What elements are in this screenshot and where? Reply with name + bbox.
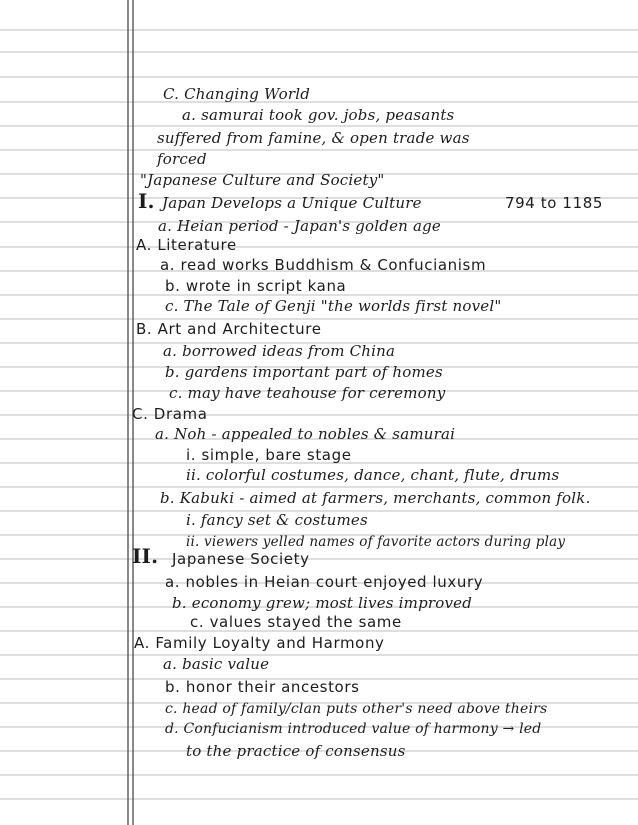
note-line: i. simple, bare stage [186, 446, 352, 464]
note-line: to the practice of consensus [186, 742, 406, 760]
note-line: forced [157, 150, 207, 168]
note-line: d. Confucianism introduced value of harmony → led [165, 721, 542, 737]
section-title: "Japanese Culture and Society" [140, 171, 385, 189]
roman-numeral-heading: I. [138, 189, 155, 213]
note-line: b. gardens important part of homes [165, 363, 443, 381]
date-range: 794 to 1185 [505, 194, 603, 212]
note-line: b. economy grew; most lives improved [172, 594, 473, 612]
note-line: ii. colorful costumes, dance, chant, flute, drums [186, 466, 560, 484]
note-line: suffered from famine, & open trade was [157, 129, 470, 147]
note-line: C. Changing World [163, 85, 311, 103]
note-line: a. samurai took gov. jobs, peasants [182, 106, 455, 124]
note-line: a. borrowed ideas from China [163, 342, 396, 360]
note-line: Japan Develops a Unique Culture [162, 194, 422, 212]
subsection-heading: A. Family Loyalty and Harmony [134, 634, 385, 652]
note-line: c. The Tale of Genji "the worlds first novel" [165, 297, 502, 315]
note-line: a. Heian period - Japan's golden age [158, 217, 442, 235]
subsection-heading: C. Drama [132, 405, 208, 423]
note-line: a. nobles in Heian court enjoyed luxury [165, 573, 484, 591]
note-line: c. values stayed the same [190, 613, 402, 631]
note-line: a. read works Buddhism & Confucianism [160, 256, 487, 274]
note-line: c. head of family/clan puts other's need above theirs [165, 701, 548, 717]
subsection-heading: A. Literature [136, 236, 237, 254]
note-line: b. wrote in script kana [165, 277, 347, 295]
note-line: i. fancy set & costumes [186, 511, 368, 529]
subsection-heading: B. Art and Architecture [136, 320, 322, 338]
section-heading: Japanese Society [172, 550, 310, 568]
note-line: a. Noh - appealed to nobles & samurai [155, 425, 456, 443]
roman-numeral-heading: II. [132, 544, 159, 568]
note-line: a. basic value [163, 655, 270, 673]
note-line: b. Kabuki - aimed at farmers, merchants, common folk. [160, 489, 591, 507]
note-line: ii. viewers yelled names of favorite actors during play [186, 534, 566, 550]
note-line: c. may have teahouse for ceremony [169, 384, 446, 402]
note-line: b. honor their ancestors [165, 678, 360, 696]
